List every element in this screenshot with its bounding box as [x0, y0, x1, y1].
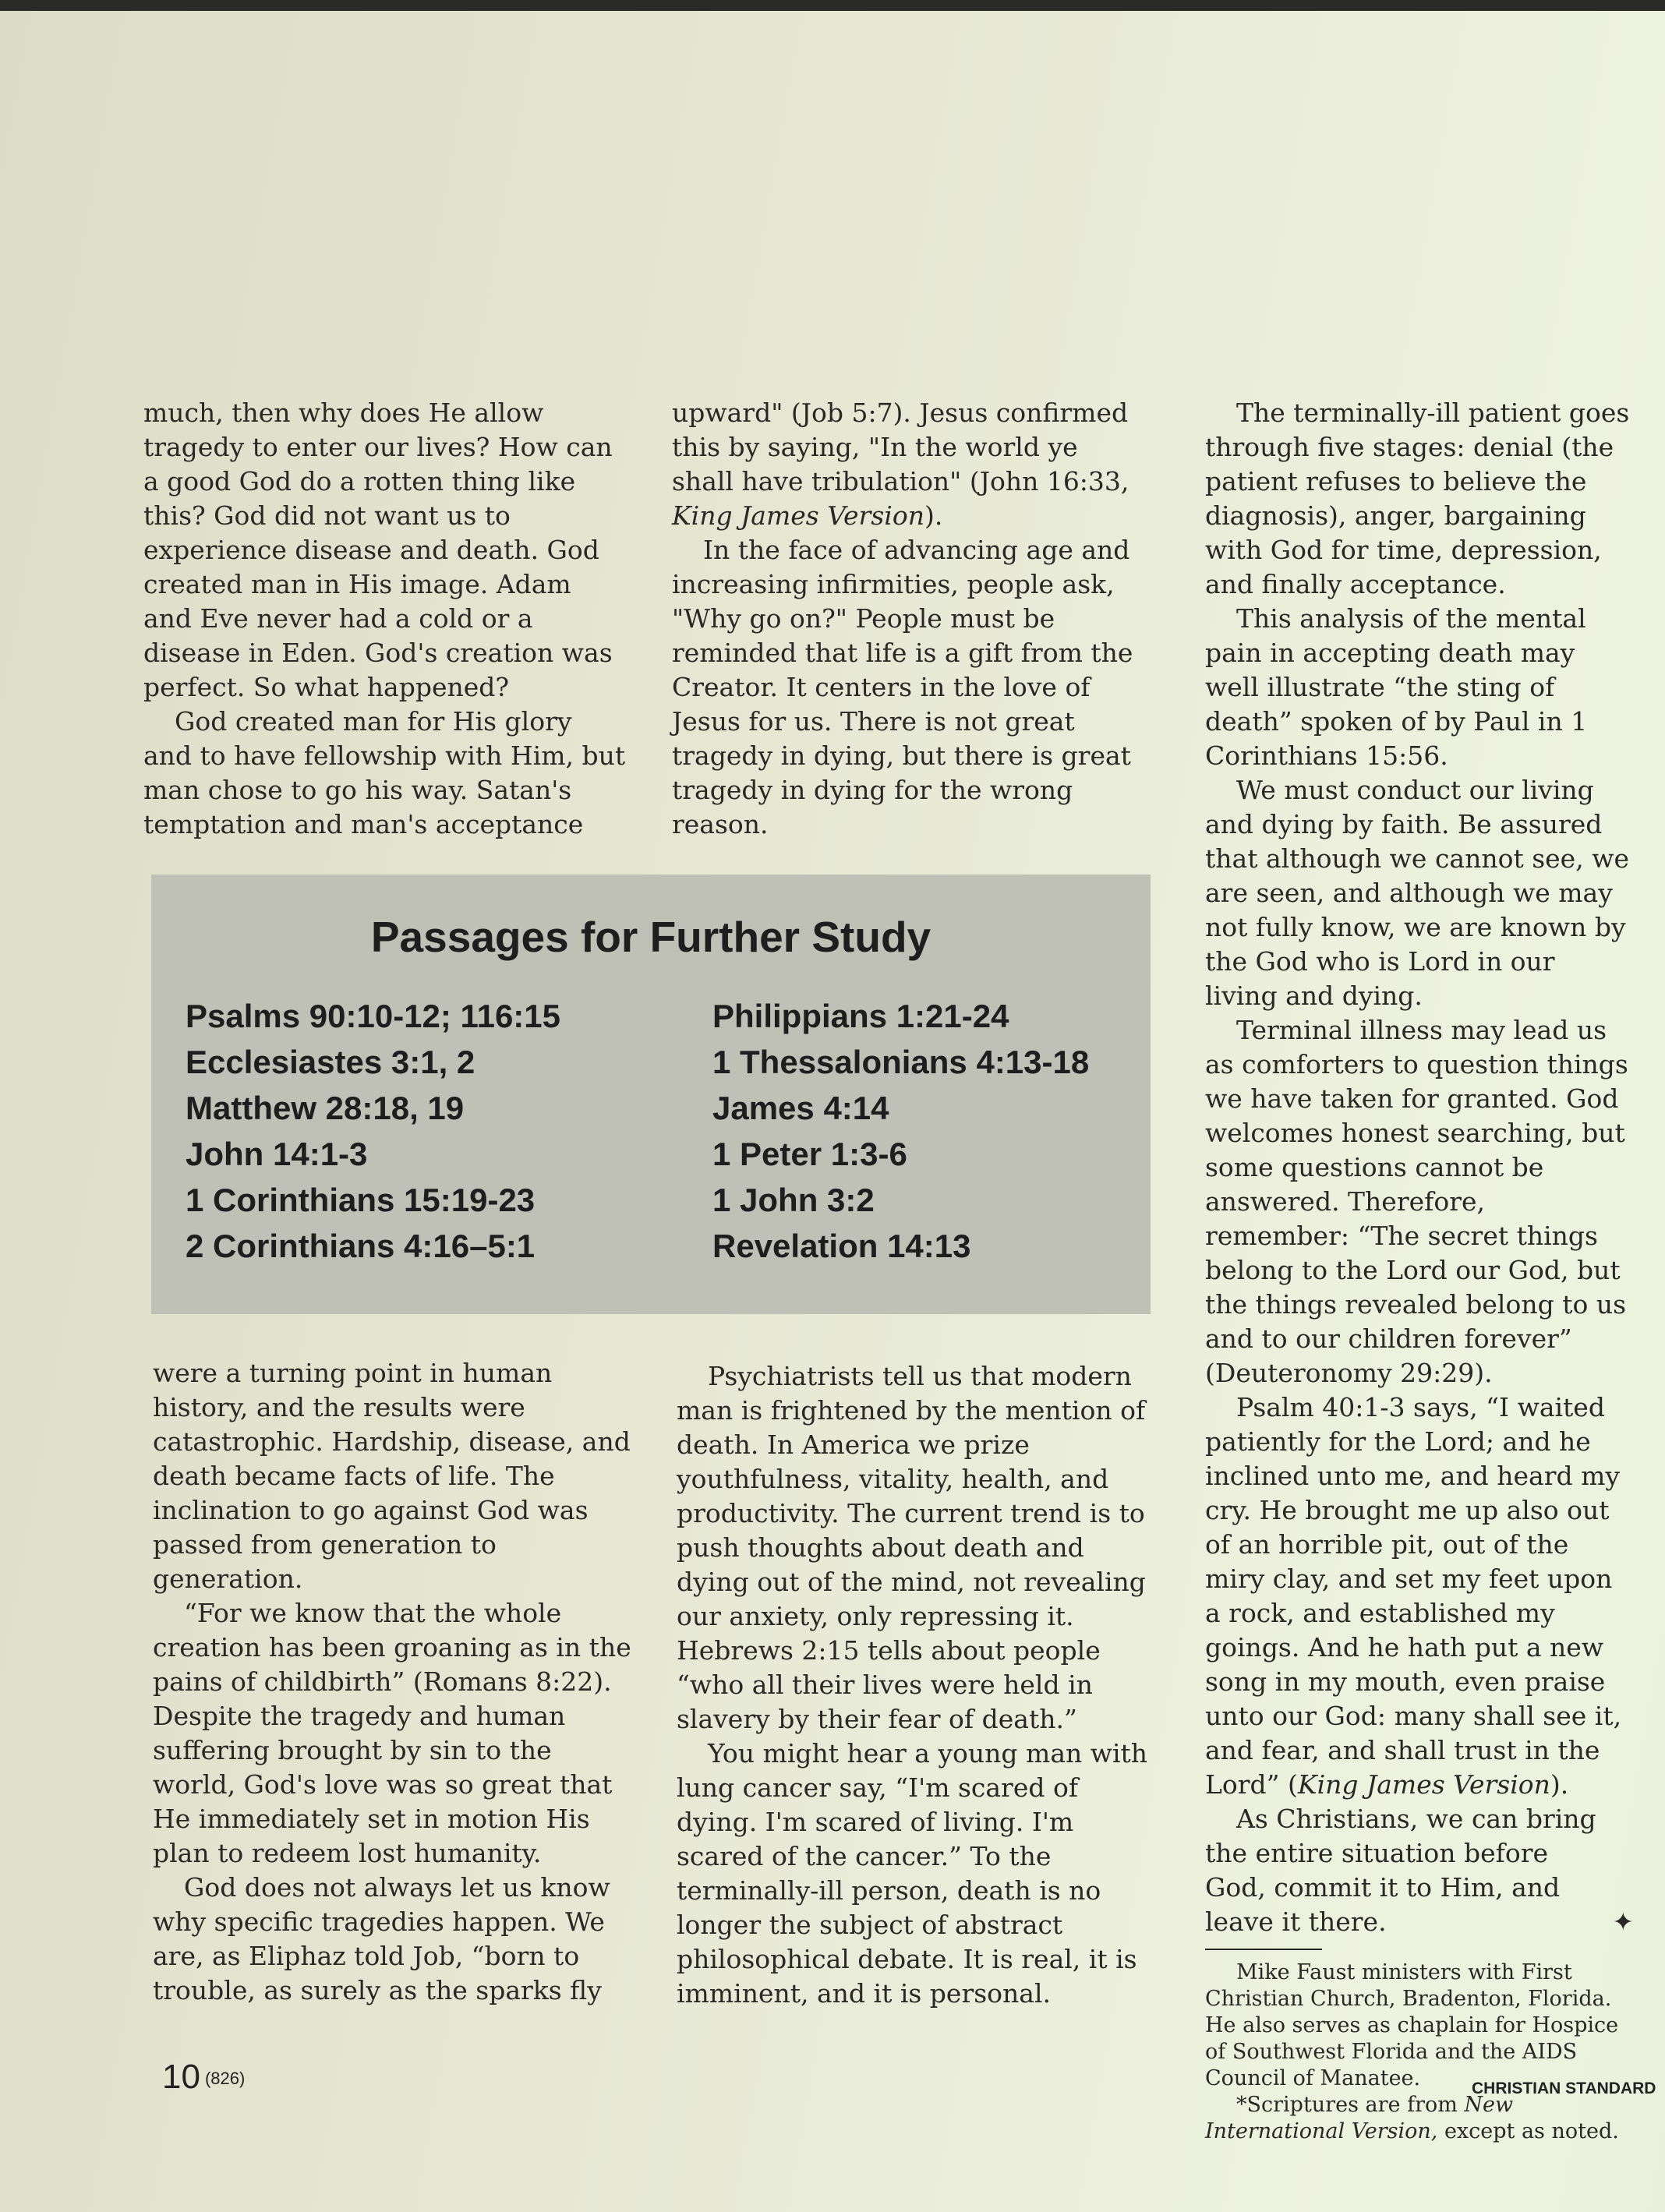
- column-2-top: [672, 396, 1147, 842]
- author-bio: Mike Faust ministers with First Christian Church, Bradenton, Florida. He also serves as chaplain for Hospice of Southwest Florida and the AIDS Council of Manatee.: [1205, 1960, 1619, 2090]
- passage-item: James 4:14: [712, 1090, 889, 1126]
- version-italic: King James Version: [672, 500, 924, 531]
- passages-left-list: [186, 993, 560, 1269]
- page-number: 10 (826): [162, 2058, 246, 2096]
- bio-divider: [1205, 1949, 1322, 1950]
- passage-item: 1 Thessalonians 4:13-18: [712, 1044, 1090, 1080]
- paragraph: In the face of advancing age and increasing infirmities, people ask, "Why go on?" People must be reminded that life is a gift from the Creator. It centers in the love of Jesus for us. There is not great tragedy in dying, but there is great tragedy in dying for the wrong reason.: [672, 535, 1133, 839]
- paragraph: Terminal illness may lead us as comforters to question things we have taken for granted. God welcomes honest searching, but some questions cannot be answered. Therefore, remember: “The secret things belong to the Lord our God, but the things revealed belong to us and to our children forever” (Deuteronomy 29:29).: [1205, 1015, 1628, 1388]
- page-sub-number: (826): [204, 2069, 246, 2089]
- top-edge-band: [0, 0, 1665, 11]
- paragraph: were a turning point in human history, and the results were catastrophic. Hardship, disease, and death became facts of life. The inclination to go against God was passed from generation to generation.: [153, 1358, 631, 1594]
- passage-item: 1 Corinthians 15:19-23: [186, 1182, 536, 1218]
- passage-item: Ecclesiastes 3:1, 2: [186, 1044, 475, 1080]
- paragraph: You might hear a young man with lung cancer say, “I'm scared of dying. I'm scared of living. I'm scared of the cancer.” To the terminally-ill person, death is no longer the subject of abstract philosophical debate. It is real, it is imminent, and it is personal.: [677, 1738, 1148, 2009]
- end-mark-icon: ✦: [1612, 1906, 1634, 1937]
- paragraph: God does not always let us know why specific tragedies happen. We are, as Eliphaz told Job, “born to trouble, as surely as the sparks fly: [153, 1872, 610, 2005]
- column-1-top: [143, 396, 627, 842]
- version-italic: King James Version: [1297, 1769, 1550, 1800]
- passage-item: 2 Corinthians 4:16–5:1: [186, 1228, 536, 1264]
- closing-paragraph: As Christians, we can bring the entire situation before God, commit it to Him, and leave it there. ✦: [1205, 1802, 1634, 1939]
- passage-item: Philippians 1:21-24: [712, 998, 1009, 1034]
- passage-item: Revelation 14:13: [712, 1228, 971, 1264]
- paragraph: “For we know that the whole creation has been groaning as in the pains of childbirth” (Romans 8:22). Despite the tragedy and human suffering brought by sin to the world, God's love was so great that He immediately set in motion His plan to redeem lost humanity.: [153, 1598, 631, 1868]
- paragraph: upward" (Job 5:7). Jesus confirmed this by saying, "In the world ye shall have tribulation" (John 16:33, King James Version).: [672, 398, 1129, 531]
- passage-item: Psalms 90:10-12; 116:15: [186, 998, 561, 1034]
- passages-right-list: [712, 993, 1089, 1269]
- column-2-bottom: [677, 1359, 1156, 2011]
- paragraph: God created man for His glory and to have fellowship with Him, but man chose to go his way. Satan's temptation and man's acceptance: [143, 706, 626, 839]
- paragraph: We must conduct our living and dying by faith. Be assured that although we cannot see, we are seen, and although we may not fully know, we are known by the God who is Lord in our living and dying.: [1205, 775, 1629, 1011]
- scripture-note: *Scriptures are from New International Version, except as noted.: [1205, 2093, 1619, 2143]
- paragraph: This analysis of the mental pain in accepting death may well illustrate “the sting of death” spoken of by Paul in 1 Corinthians 15:56.: [1205, 603, 1588, 771]
- paragraph: much, then why does He allow tragedy to enter our lives? How can a good God do a rotten thing like this? God did not want us to experience disease and death. God created man in His image. Adam and Eve never had a cold or a disease in Eden. God's creation was perfect. So what happened?: [143, 398, 613, 702]
- passage-item: 1 Peter 1:3-6: [712, 1136, 907, 1172]
- box-title: Passages for Further Study: [370, 913, 931, 961]
- paragraph: The terminally-ill patient goes through five stages: denial (the patient refuses to believe the diagnosis), anger, bargaining with God for time, depression, and finally acceptance.: [1205, 398, 1630, 599]
- paragraph: Psalm 40:1-3 says, “I waited patiently for the Lord; and he inclined unto me, and heard my cry. He brought me up also out of an horrible pit, out of the miry clay, and set my feet upon a rock, and established my goings. And he hath put a new song in my mouth, even praise unto our God: many shall see it, and fear, and shall trust in the Lord” (King James Version).: [1205, 1392, 1622, 1800]
- passage-item: 1 John 3:2: [712, 1182, 875, 1218]
- passage-item: Matthew 28:18, 19: [186, 1090, 465, 1126]
- column-1-bottom: [153, 1356, 636, 2008]
- passages-box: [151, 875, 1151, 1314]
- column-3: [1205, 396, 1634, 2145]
- passage-item: John 14:1-3: [186, 1136, 368, 1172]
- paragraph: Psychiatrists tell us that modern man is frightened by the mention of death. In America we prize youthfulness, vitality, health, and productivity. The current trend is to push thoughts about death and dying out of the mind, not revealing our anxiety, only repressing it. Hebrews 2:15 tells about people “who all their lives were held in slavery by their fear of death.”: [677, 1361, 1146, 1734]
- publication-name: CHRISTIAN STANDARD: [1472, 2079, 1656, 2097]
